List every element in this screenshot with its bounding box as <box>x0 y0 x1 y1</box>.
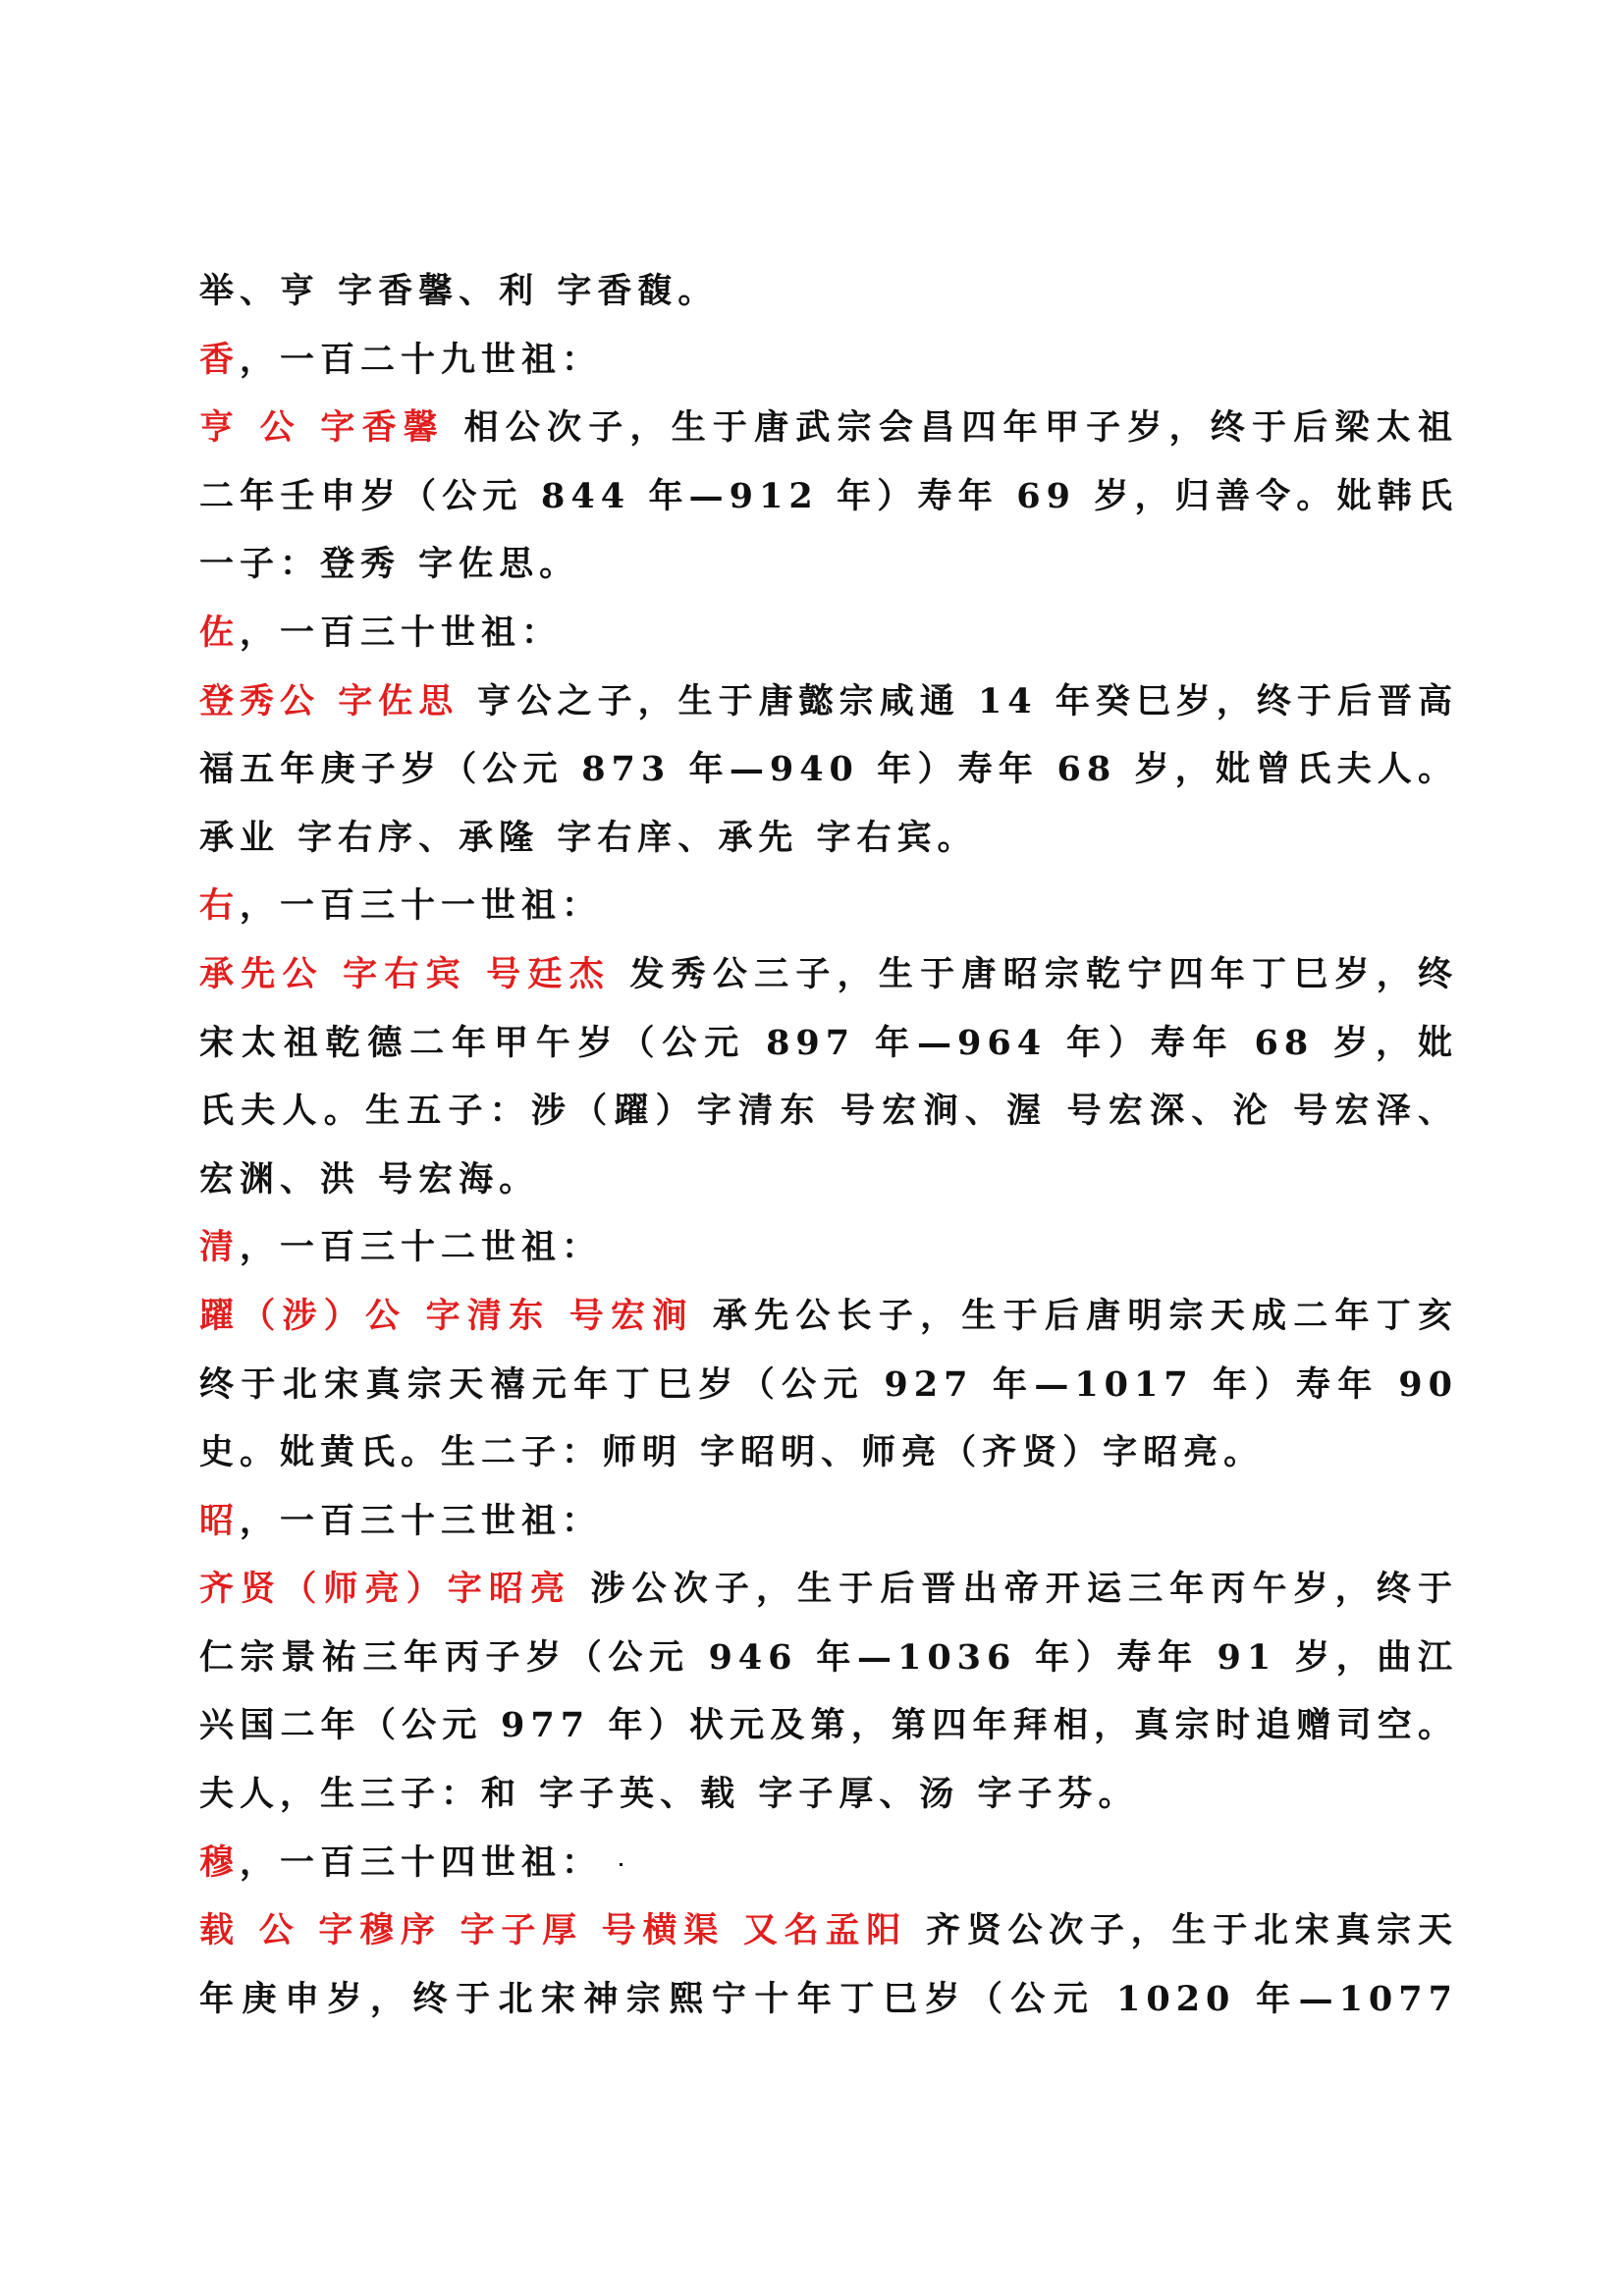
ancestor-name: 登秀公 字佐思 <box>199 680 460 721</box>
text-line <box>199 1213 1458 1282</box>
text-line <box>199 394 1458 462</box>
text-segment: 二年壬申岁（公元 844 年—912 年）寿年 69 岁，归善令。妣韩氏 <box>199 475 1458 516</box>
text-segment: 涉公次子，生于后晋出帝开运三年丙午岁，终于 <box>590 1569 1458 1610</box>
text-line <box>199 1418 1458 1487</box>
text-line <box>199 940 1458 1009</box>
text-line <box>199 1282 1458 1351</box>
text-line <box>199 257 1458 326</box>
ancestor-name: 载 公 字穆序 字子厚 号横渠 又名孟阳 <box>199 1910 908 1951</box>
text-segment: 宋太祖乾德二年甲午岁（公元 897 年—964 年）寿年 68 岁，妣 <box>199 1022 1458 1063</box>
text-line <box>199 1896 1458 1965</box>
ancestor-name: 亨 公 字香馨 <box>199 407 446 449</box>
text-line <box>199 1009 1458 1078</box>
ancestor-name: 香 <box>199 339 241 380</box>
text-segment: 齐贤公次子，生于北宋真宗天 <box>925 1910 1458 1951</box>
text-segment: 夫人，生三子：和 字子英、载 字子厚、汤 字子芬。 <box>199 1774 1139 1815</box>
text-line <box>199 530 1458 599</box>
text-line <box>199 599 1458 667</box>
text-segment: 宏渊、洪 号宏海。 <box>199 1158 540 1200</box>
ancestor-name: 穆 <box>199 1842 241 1883</box>
text-segment: 一子：登秀 字佐思。 <box>199 544 580 585</box>
text-line <box>199 1351 1458 1419</box>
text-segment: ，一百三十四世祖： <box>240 1842 603 1883</box>
ancestor-name: 齐贤（师亮）字昭亮 <box>199 1569 572 1610</box>
text-segment: 举、亨 字香馨、利 字香馥。 <box>199 271 719 311</box>
text-line <box>199 1760 1458 1829</box>
text-segment: ，一百三十三世祖： <box>240 1500 603 1541</box>
document-page <box>199 257 1458 2033</box>
text-line <box>199 1624 1458 1692</box>
text-segment: 兴国二年（公元 977 年）状元及第，第四年拜相，真宗时追赠司空。 <box>199 1705 1458 1746</box>
ancestor-name: 承先公 字右宾 号廷杰 <box>199 953 612 994</box>
ancestor-name: 清 <box>199 1227 241 1268</box>
text-segment: 年庚申岁，终于北宋神宗熙宁十年丁巳岁（公元 1020 年—1077 <box>199 1978 1458 2019</box>
text-line <box>199 1555 1458 1624</box>
ancestor-name: 右 <box>199 885 241 927</box>
text-segment: ，一百二十九世祖： <box>240 339 603 380</box>
text-line <box>199 1077 1458 1146</box>
text-segment: 氏夫人。生五子：涉（躍）字清东 号宏涧、渥 号宏深、沦 号宏泽、 <box>199 1091 1458 1132</box>
text-segment: 亨公之子，生于唐懿宗咸通 14 年癸巳岁，终于后晋高 <box>476 680 1458 721</box>
text-line <box>199 1691 1458 1760</box>
text-segment: ，一百三十二世祖： <box>240 1227 603 1268</box>
text-line <box>199 667 1458 736</box>
text-line <box>199 1487 1458 1556</box>
text-segment: ，一百三十世祖： <box>240 612 563 653</box>
text-segment: 仁宗景祐三年丙子岁（公元 946 年—1036 年）寿年 91 岁，曲江 <box>199 1636 1458 1678</box>
ancestor-name: 昭 <box>199 1500 241 1541</box>
text-segment: 终于北宋真宗天禧元年丁巳岁（公元 927 年—1017 年）寿年 90 <box>199 1363 1458 1405</box>
text-segment: 史。妣黄氏。生二子：师明 字昭明、师亮（齐贤）字昭亮。 <box>199 1432 1265 1473</box>
text-segment: ，一百三十一世祖： <box>240 885 603 927</box>
text-line <box>199 872 1458 940</box>
text-line <box>199 804 1458 873</box>
text-segment: 福五年庚子岁（公元 873 年—940 年）寿年 68 岁，妣曾氏夫人。 <box>199 749 1458 790</box>
text-line <box>199 735 1458 804</box>
text-line <box>199 1829 1458 1897</box>
text-segment: 承业 字右序、承隆 字右庠、承先 字右宾。 <box>199 817 978 858</box>
text-line <box>199 326 1458 395</box>
text-line <box>199 1146 1458 1214</box>
text-segment: 相公次子，生于唐武宗会昌四年甲子岁，终于后梁太祖 <box>463 407 1458 449</box>
text-line <box>199 1965 1458 2034</box>
stray-dot-mark <box>620 1863 623 1866</box>
ancestor-name: 躍（涉）公 字清东 号宏涧 <box>199 1295 694 1336</box>
text-segment: 发秀公三子，生于唐昭宗乾宁四年丁巳岁，终 <box>629 953 1458 994</box>
text-segment: 承先公长子，生于后唐明宗天成二年丁亥 <box>712 1295 1458 1336</box>
ancestor-name: 佐 <box>199 612 241 653</box>
text-line <box>199 462 1458 531</box>
